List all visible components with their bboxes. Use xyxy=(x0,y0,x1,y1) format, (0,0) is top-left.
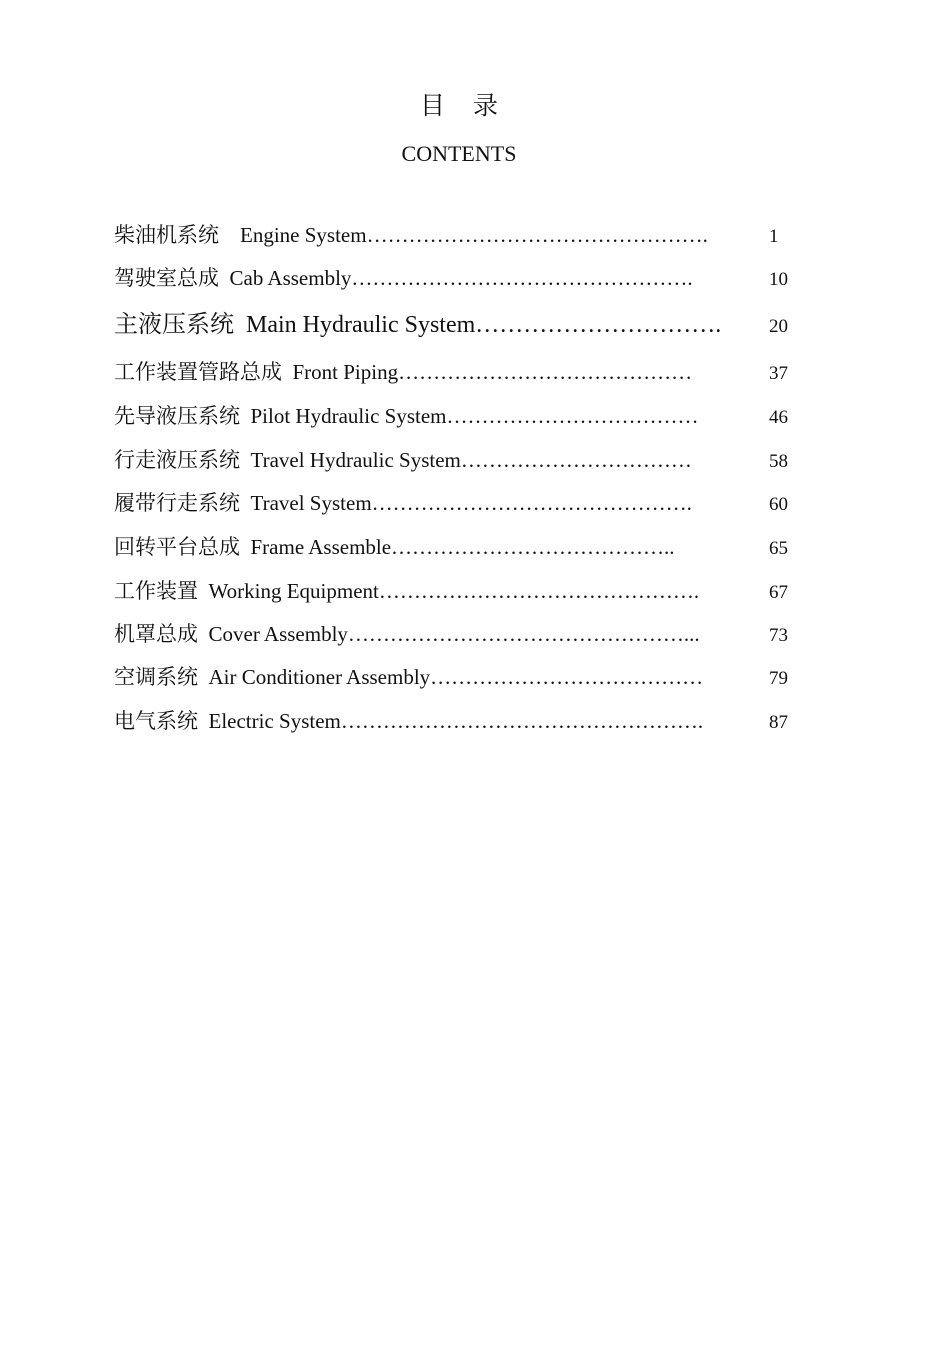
toc-entry-label: 工作装置管路总成 Front Piping…………………………………… xyxy=(114,360,693,384)
toc-entry-page-number: 87 xyxy=(769,712,788,733)
toc-entry-label: 机罩总成 Cover Assembly…………………………………………... xyxy=(114,622,700,646)
toc-entry-air-conditioner-assembly[interactable] xyxy=(114,663,794,693)
toc-entry-engine-system[interactable] xyxy=(114,221,794,251)
toc-entry-page-number: 65 xyxy=(769,538,788,559)
toc-entry-front-piping[interactable] xyxy=(114,358,794,388)
toc-entry-page-number: 1 xyxy=(769,226,779,247)
toc-entry-page-number: 10 xyxy=(769,269,788,290)
toc-entry-page-number: 37 xyxy=(769,363,788,384)
toc-entry-main-hydraulic-system[interactable] xyxy=(114,311,794,341)
toc-entry-page-number: 60 xyxy=(769,494,788,515)
toc-entry-frame-assemble[interactable] xyxy=(114,533,794,563)
toc-entry-travel-hydraulic-system[interactable] xyxy=(114,446,794,476)
toc-entry-page-number: 73 xyxy=(769,625,788,646)
toc-entry-label: 柴油机系统 Engine System…………………………………………. xyxy=(114,223,708,247)
toc-entry-page-number: 67 xyxy=(769,582,788,603)
toc-entry-label: 工作装置 Working Equipment………………………………………. xyxy=(114,579,700,603)
toc-entry-label: 先导液压系统 Pilot Hydraulic System……………………………… xyxy=(114,404,699,428)
toc-entry-page-number: 46 xyxy=(769,407,788,428)
toc-entry-travel-system[interactable] xyxy=(114,489,794,519)
toc-entry-working-equipment[interactable] xyxy=(114,577,794,607)
toc-entry-cover-assembly[interactable] xyxy=(114,620,794,650)
toc-entry-label: 履带行走系统 Travel System………………………………………. xyxy=(114,491,692,515)
toc-entry-label: 空调系统 Air Conditioner Assembly………………………………… xyxy=(114,665,704,689)
toc-entry-label: 电气系统 Electric System……………………………………………. xyxy=(114,709,704,733)
toc-entry-cab-assembly[interactable] xyxy=(114,264,794,294)
toc-entry-pilot-hydraulic-system[interactable] xyxy=(114,402,794,432)
toc-entry-label: 行走液压系统 Travel Hydraulic System…………………………… xyxy=(114,448,692,472)
toc-entry-label: 主液压系统 Main Hydraulic System…………………………. xyxy=(114,312,722,338)
contents-title-chinese: 目录 xyxy=(419,93,526,120)
toc-entry-page-number: 20 xyxy=(769,316,788,337)
contents-title-english: CONTENTS xyxy=(401,141,517,166)
toc-entry-page-number: 58 xyxy=(769,451,788,472)
toc-entry-label: 驾驶室总成 Cab Assembly…………………………………………. xyxy=(114,266,693,290)
toc-entry-page-number: 79 xyxy=(769,668,788,689)
toc-entry-label: 回转平台总成 Frame Assemble………………………………….. xyxy=(114,535,675,559)
toc-entry-electric-system[interactable] xyxy=(114,707,794,737)
